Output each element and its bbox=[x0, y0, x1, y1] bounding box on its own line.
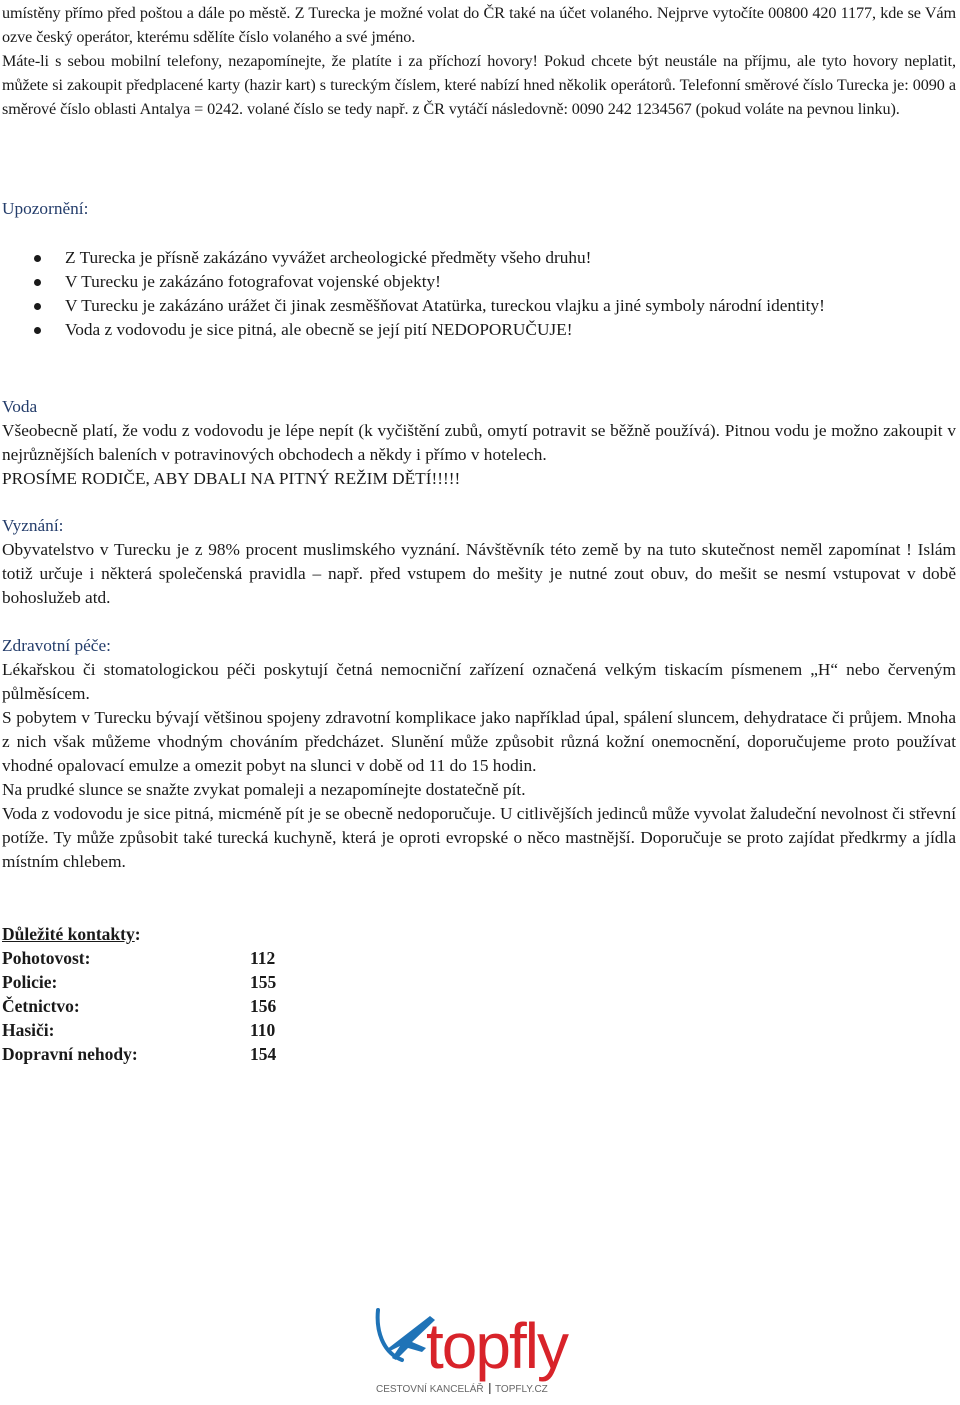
contact-number: 112 bbox=[250, 948, 276, 968]
health-paragraph-2: S pobytem v Turecku bývají většinou spojeny zdravotní komplikace jako například úpal, spálení sluncem, dehydratace či průjem. Mnoha z nich však můžeme vhodným chováním předcházet. Slunění může způsobit různá kožní onemocnění, doporučujeme proto používat vhodné opalovací emulze a omezit pobyt na slunci v době od 11 do 15 hodin. bbox=[2, 708, 956, 775]
religion-section bbox=[2, 514, 956, 610]
water-paragraph: Všeobecně platí, že vodu z vodovodu je lépe nepít (k vyčištění zubů, omytí potravit se běžně používá). Pitnou vodu je možno zakoupit v nejrůznějších baleních v potravinových obchodech a někdy i přímo v hotelech. bbox=[2, 421, 956, 464]
list-item bbox=[2, 294, 956, 318]
religion-heading: Vyznání: bbox=[2, 516, 64, 535]
contacts-section bbox=[2, 922, 956, 1066]
health-section bbox=[2, 634, 956, 874]
religion-paragraph: Obyvatelstvo v Turecku je z 98% procent muslimského vyznání. Návštěvník této země by na tuto skutečnost neměl zapomínat ! Islám totiž určuje i některá společenská pravidla – např. před vstupem do mešity je nutné zout obuv, do mešit se nesmí vstupovat v době bohoslužeb atd. bbox=[2, 540, 956, 607]
bullet-icon bbox=[34, 279, 41, 286]
intro-paragraph-1: umístěny přímo před poštou a dále po městě. Z Turecka je možné volat do ČR také na účet volaného. Nejprve vytočíte 00800 420 1177, kde se Vám ozve český operátor, kterému sdělíte číslo volaného a své jméno. bbox=[2, 4, 956, 46]
water-heading: Voda bbox=[2, 397, 38, 416]
table-row bbox=[2, 946, 276, 970]
table-row bbox=[2, 994, 276, 1018]
health-heading: Zdravotní péče: bbox=[2, 636, 111, 655]
warning-item-text: V Turecku je zakázáno urážet či jinak zesměšňovat Atatürka, tureckou vlajku a jiné symboly národní identity! bbox=[65, 296, 825, 315]
contact-label: Pohotovost: bbox=[2, 948, 91, 968]
health-paragraph-1: Lékařskou či stomatologickou péči poskytují četná nemocniční zařízení označená velkým tiskacím písmenem „H“ nebo červeným půlměsícem. bbox=[2, 660, 956, 703]
warning-section bbox=[2, 197, 956, 221]
contact-number: 110 bbox=[250, 1020, 276, 1040]
contact-number: 155 bbox=[250, 972, 277, 992]
table-row bbox=[2, 1042, 276, 1066]
water-section bbox=[2, 395, 956, 491]
contact-label: Policie: bbox=[2, 972, 58, 992]
table-row bbox=[2, 970, 276, 994]
logo-tagline-right: TOPFLY.CZ bbox=[495, 1384, 548, 1395]
table-row bbox=[2, 1018, 276, 1042]
contacts-title-colon: : bbox=[134, 924, 141, 944]
contacts-heading bbox=[2, 922, 956, 946]
health-paragraph-4: Voda z vodovodu je sice pitná, micméně pít je se obecně nedoporučuje. U citlivějších jedinců může vyvolat žaludeční nevolnost či střevní potíže. Ty může způsobit také turecká kuchyně, která je oproti evropské o něco mastnější. Doporučuje se proto zajídat předkrmy a jídla místním chlebem. bbox=[2, 804, 956, 871]
warning-item-text: Voda z vodovodu je sice pitná, ale obecně se její pití NEDOPORUČUJE! bbox=[65, 320, 573, 339]
contact-number: 156 bbox=[250, 996, 277, 1016]
contact-label: Hasiči: bbox=[2, 1020, 55, 1040]
health-paragraph-3: Na prudké slunce se snažte zvykat pomaleji a nezapomínejte dostatečně pít. bbox=[2, 780, 526, 799]
warning-item-text: Z Turecka je přísně zakázáno vyvážet archeologické předměty všeho druhu! bbox=[65, 248, 592, 267]
contact-label: Četnictvo: bbox=[2, 996, 80, 1016]
warning-list bbox=[2, 246, 956, 342]
list-item bbox=[2, 246, 956, 270]
warning-list-block bbox=[2, 246, 956, 342]
list-item bbox=[2, 318, 956, 342]
logo-tagline-divider bbox=[489, 1383, 491, 1394]
intro-paragraph-2: Máte-li s sebou mobilní telefony, nezapomínejte, že platíte i za příchozí hovory! Pokud chcete být neustále na příjmu, ale tyto hovory neplatit, můžete si zakoupit předplacené karty (hazir kart) s tureckým číslem, které nabízí hned několik operátorů. Telefonní směrové číslo Turecka je: 0090 a směrové číslo oblasti Antalya = 0242. volané číslo se tedy např. z ČR vytáčí následovně: 0090 242 1234567 (pokud voláte na pevnou linku). bbox=[2, 52, 956, 118]
water-caps-note: PROSÍME RODIČE, ABY DBALI NA PITNÝ REŽIM DĚTÍ!!!!! bbox=[2, 469, 461, 488]
bullet-icon bbox=[34, 303, 41, 310]
topfly-logo bbox=[372, 1290, 594, 1398]
warning-heading: Upozornění: bbox=[2, 199, 89, 218]
intro-section bbox=[2, 1, 956, 121]
contact-label: Dopravní nehody: bbox=[2, 1044, 138, 1064]
bullet-icon bbox=[34, 327, 41, 334]
logo-tagline-left: CESTOVNÍ KANCELÁŘ bbox=[376, 1384, 484, 1395]
list-item bbox=[2, 270, 956, 294]
warning-item-text: V Turecku je zakázáno fotografovat vojenské objekty! bbox=[65, 272, 441, 291]
contacts-table bbox=[2, 946, 276, 1066]
contact-number: 154 bbox=[250, 1044, 277, 1064]
logo-brand-text: topfly bbox=[426, 1310, 567, 1382]
bullet-icon bbox=[34, 255, 41, 262]
contacts-title: Důležité kontakty bbox=[2, 924, 135, 944]
